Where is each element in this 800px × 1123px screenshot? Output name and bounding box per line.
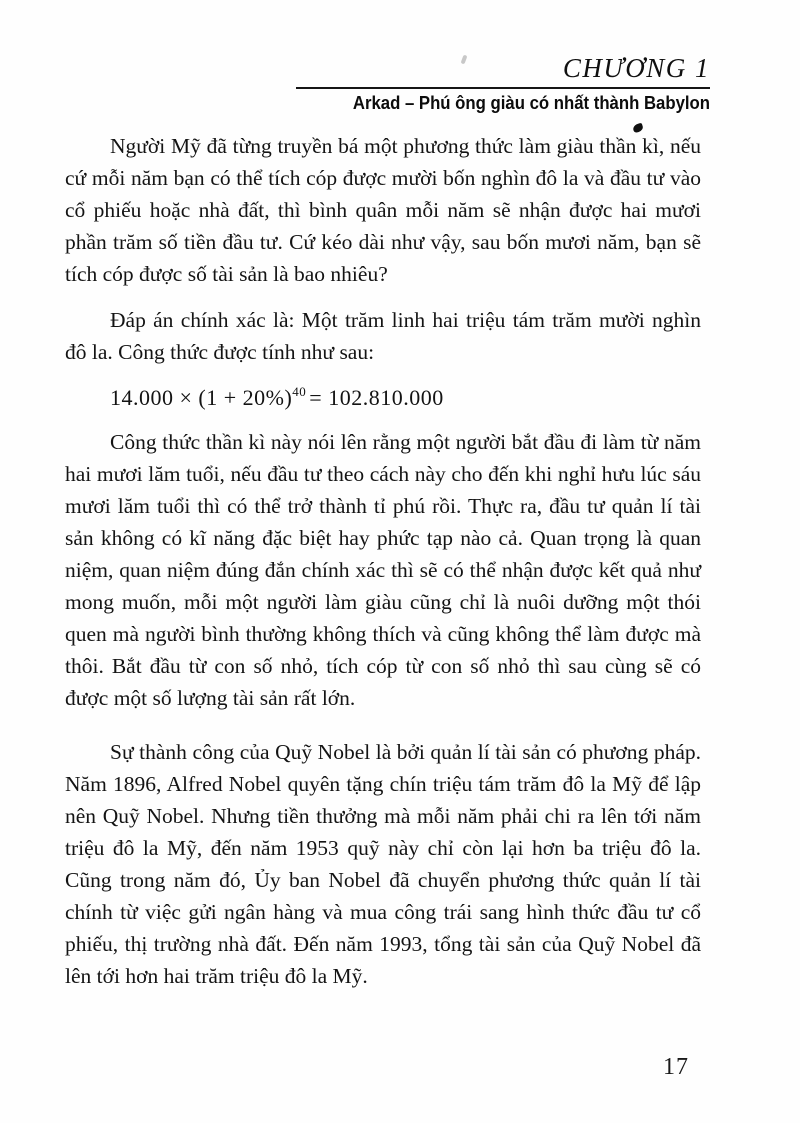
page-body	[65, 130, 701, 1006]
formula-exponent: 40	[292, 384, 307, 399]
formula-base: 14.000 × (1 + 20%)	[110, 385, 293, 410]
compound-interest-formula	[110, 382, 701, 414]
chapter-heading: CHƯƠNG 1	[562, 53, 710, 83]
paragraph-answer: Đáp án chính xác là: Một trăm linh hai triệu tám trăm mười nghìn đô la. Công thức được tính như sau:	[65, 308, 701, 364]
paragraph-magic-formula: Công thức thần kì này nói lên rằng một người bắt đầu đi làm từ năm hai mươi lăm tuổi, nếu đầu tư theo cách này cho đến khi nghỉ hưu lúc sáu mươi lăm tuổi thì có thể trở thành tỉ phú rồi. Thực ra, đầu tư quản lí tài sản không có kĩ năng đặc biệt hay phức tạp nào cả. Quan trọng là quan niệm, quan niệm đúng đắn chính xác thì sẽ có thể nhận được kết quả như mong muốn, mỗi một người làm giàu cũng chỉ là nuôi dưỡng một thói quen mà người bình thường không thích và cũng không thể làm được mà thôi. Bắt đầu từ con số nhỏ, tích cóp từ con số nhỏ thì sau cùng sẽ có được một số lượng tài sản rất lớn.	[65, 430, 701, 710]
chapter-subtitle: Arkad – Phú ông giàu có nhất thành Babylon	[352, 92, 710, 113]
paragraph-investment-method: Người Mỹ đã từng truyền bá một phương thức làm giàu thần kì, nếu cứ mỗi năm bạn có thể tích cóp được mười bốn nghìn đô la và đầu tư vào cổ phiếu hoặc nhà đất, thì bình quân mỗi năm sẽ nhận được hai mươi phần trăm số tiền đầu tư. Cứ kéo dài như vậy, sau bốn mươi năm, bạn sẽ tích cóp được số tài sản là bao nhiêu?	[65, 134, 701, 286]
paragraph-nobel-fund: Sự thành công của Quỹ Nobel là bởi quản lí tài sản có phương pháp. Năm 1896, Alfred Nobel quyên tặng chín triệu tám trăm đô la Mỹ để lập nên Quỹ Nobel. Nhưng tiền thưởng mà mỗi năm phải chi ra lên tới năm triệu đô la Mỹ, đến năm 1953 quỹ này chỉ còn lại hơn ba triệu đô la. Cũng trong năm đó, Ủy ban Nobel đã chuyển phương thức quản lí tài chính từ việc gửi ngân hàng và mua công trái sang hình thức đầu tư cổ phiếu, thị trường nhà đất. Đến năm 1993, tổng tài sản của Quỹ Nobel đã lên tới hơn hai trăm triệu đô la Mỹ.	[65, 740, 701, 988]
formula-result: = 102.810.000	[309, 385, 444, 410]
header-rule	[296, 87, 710, 89]
running-head	[65, 54, 710, 114]
page-number: 17	[663, 1054, 689, 1080]
